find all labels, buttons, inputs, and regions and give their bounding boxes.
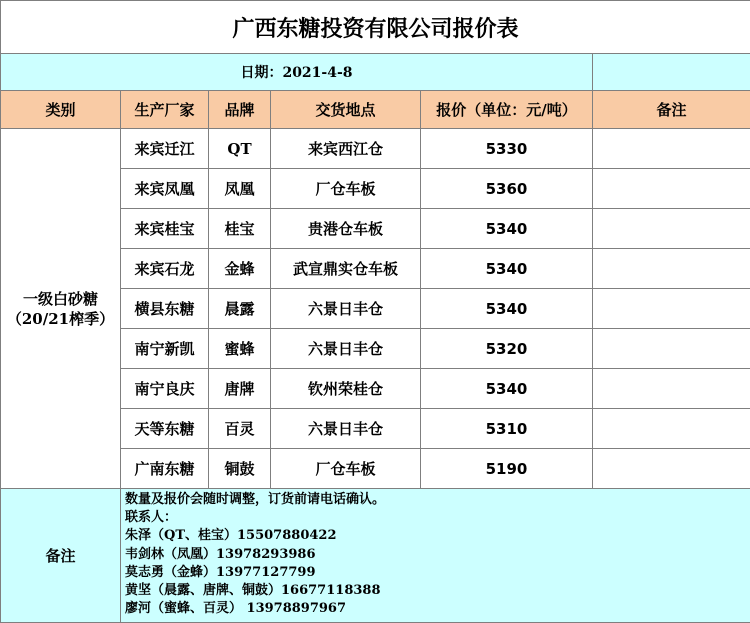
category-season: （20/21榨季） [1,309,120,329]
notes-label: 备注 [1,489,121,623]
notes-body [121,489,750,623]
price-cell: 5320 [421,329,593,369]
header-brand: 品牌 [209,91,271,129]
remarks-cell [593,449,750,489]
remarks-cell [593,169,750,209]
price-cell: 5330 [421,129,593,169]
remarks-cell [593,329,750,369]
manufacturer-cell: 来宾迁江 [121,129,209,169]
date-row-blank-cell [593,54,750,91]
manufacturer-cell: 来宾桂宝 [121,209,209,249]
brand-cell: 唐牌 [209,369,271,409]
title-row [1,1,750,54]
remarks-cell [593,409,750,449]
remarks-cell [593,209,750,249]
table-row [1,129,750,169]
brand-cell: 百灵 [209,409,271,449]
notes-line-contact: 莫志勇（金蜂）13977127799 [125,564,750,582]
brand-cell: 蜜蜂 [209,329,271,369]
remarks-cell [593,369,750,409]
delivery-cell: 六景日丰仓 [271,289,421,329]
price-cell: 5340 [421,209,593,249]
notes-line-contact: 韦剑林（凤凰）13978293986 [125,546,750,564]
notes-line-contacts-heading: 联系人： [125,509,750,527]
header-delivery: 交货地点 [271,91,421,129]
brand-cell: 晨露 [209,289,271,329]
header-row [1,91,750,129]
notes-row [1,489,750,623]
quote-date: 日期：2021-4-8 [1,54,593,91]
header-manufacturer: 生产厂家 [121,91,209,129]
price-cell: 5340 [421,249,593,289]
manufacturer-cell: 南宁新凯 [121,329,209,369]
header-price: 报价（单位：元/吨） [421,91,593,129]
header-remarks: 备注 [593,91,750,129]
delivery-cell: 钦州荣桂仓 [271,369,421,409]
notes-line-disclaimer: 数量及报价会随时调整，订货前请电话确认。 [125,491,750,509]
brand-cell: 凤凰 [209,169,271,209]
manufacturer-cell: 来宾石龙 [121,249,209,289]
manufacturer-cell: 广南东糖 [121,449,209,489]
delivery-cell: 六景日丰仓 [271,329,421,369]
brand-cell: 金蜂 [209,249,271,289]
header-category: 类别 [1,91,121,129]
brand-cell: 铜鼓 [209,449,271,489]
manufacturer-cell: 来宾凤凰 [121,169,209,209]
brand-cell: 桂宝 [209,209,271,249]
page-title: 广西东糖投资有限公司报价表 [1,1,750,54]
manufacturer-cell: 南宁良庆 [121,369,209,409]
notes-line-contact: 朱泽（QT、桂宝）15507880422 [125,527,750,545]
delivery-cell: 武宣鼎实仓车板 [271,249,421,289]
price-cell: 5190 [421,449,593,489]
price-cell: 5310 [421,409,593,449]
price-cell: 5360 [421,169,593,209]
remarks-cell [593,129,750,169]
date-row [1,54,750,91]
delivery-cell: 六景日丰仓 [271,409,421,449]
delivery-cell: 厂仓车板 [271,169,421,209]
delivery-cell: 贵港仓车板 [271,209,421,249]
price-cell: 5340 [421,369,593,409]
remarks-cell [593,289,750,329]
brand-cell: QT [209,129,271,169]
category-name: 一级白砂糖 [1,289,120,309]
manufacturer-cell: 天等东糖 [121,409,209,449]
notes-line-contact: 廖河（蜜蜂、百灵） 13978897967 [125,600,750,618]
notes-line-contact: 黄坚（晨露、唐牌、铜鼓）16677118388 [125,582,750,600]
price-cell: 5340 [421,289,593,329]
manufacturer-cell: 横县东糖 [121,289,209,329]
delivery-cell: 来宾西江仓 [271,129,421,169]
category-cell [1,129,121,489]
delivery-cell: 厂仓车板 [271,449,421,489]
remarks-cell [593,249,750,289]
